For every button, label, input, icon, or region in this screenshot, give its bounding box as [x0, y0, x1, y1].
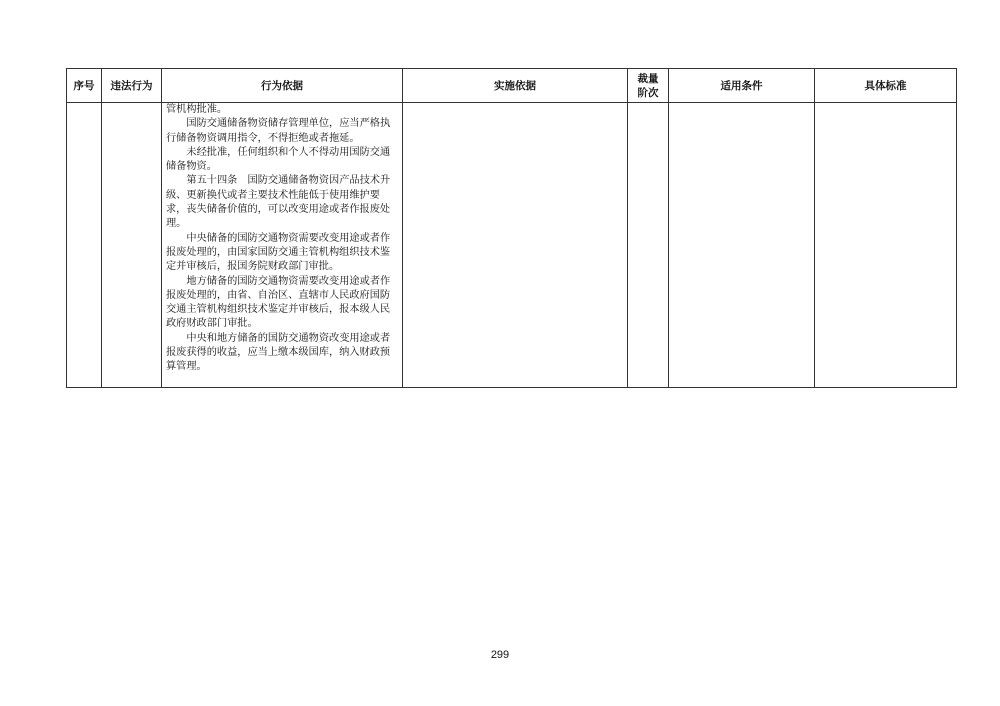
cell-violation [102, 103, 162, 388]
header-standards: 具体标准 [815, 69, 957, 103]
header-discretion [628, 69, 669, 103]
header-seq: 序号 [67, 69, 102, 103]
enforcement-table [66, 68, 957, 388]
header-impl-basis: 实施依据 [403, 69, 628, 103]
basis-paragraph: 地方储备的国防交通物资需要改变用途或者作报废处理的，由省、自治区、直辖市人民政府国防交通主管机构组织技术鉴定并审核后，报本级人民政府财政部门审批。 [166, 275, 391, 330]
basis-paragraph: 中央和地方储备的国防交通物资改变用途或者报废获得的收益，应当上缴本级国库，纳入财政预算管理。 [166, 332, 391, 373]
basis-paragraph: 未经批准，任何组织和个人不得动用国防交通储备物资。 [166, 146, 391, 173]
basis-paragraph: 管机构批准。 [166, 104, 228, 115]
header-row [67, 69, 957, 103]
header-discretion-line1: 裁量 [637, 72, 659, 85]
table-row [67, 103, 957, 388]
cell-seq [67, 103, 102, 388]
legal-basis-text [162, 103, 402, 375]
header-violation: 违法行为 [102, 69, 162, 103]
cell-standards [815, 103, 957, 388]
cell-conditions [669, 103, 815, 388]
basis-paragraph: 国防交通储备物资储存管理单位，应当严格执行储备物资调用指令，不得拒绝或者拖延。 [166, 118, 391, 144]
cell-impl-basis [403, 103, 628, 388]
header-conditions: 适用条件 [669, 69, 815, 103]
header-legal-basis: 行为依据 [162, 69, 403, 103]
basis-paragraph: 第五十四条 国防交通储备物资因产品技术升级、更新换代或者主要技术性能低于使用维护要求，丧失储备价值的，可以改变用途或者作报废处理。 [166, 175, 391, 230]
basis-paragraph: 中央储备的国防交通物资需要改变用途或者作报废处理的，由国家国防交通主管机构组织技术鉴定并审核后，报国务院财政部门审批。 [166, 232, 391, 273]
header-discretion-line2: 阶次 [637, 86, 659, 99]
cell-discretion [628, 103, 669, 388]
cell-legal-basis [162, 103, 403, 388]
page-number: 299 [490, 649, 510, 661]
